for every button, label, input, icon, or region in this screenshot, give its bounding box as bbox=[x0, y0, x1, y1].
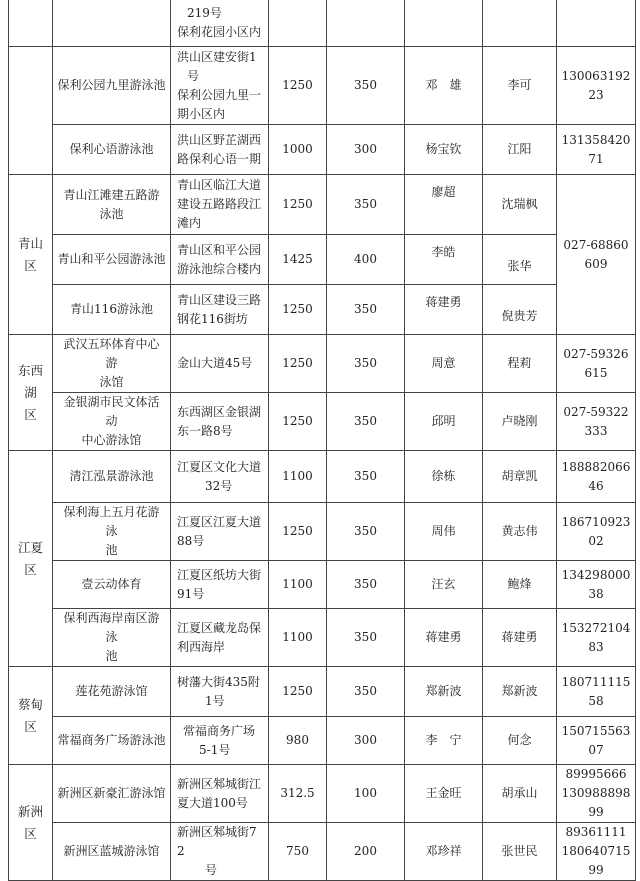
price-cell: 1250 bbox=[269, 393, 327, 451]
table-row bbox=[9, 335, 636, 393]
address-cell bbox=[171, 717, 269, 765]
district-cell bbox=[9, 47, 53, 175]
contact-cell bbox=[405, 0, 483, 47]
price-cell: 1250 bbox=[269, 47, 327, 125]
address-line: 滩内 bbox=[177, 216, 202, 230]
district-label: 东西湖 bbox=[17, 362, 43, 400]
contact-cell: 李可 bbox=[483, 47, 557, 125]
address-cell bbox=[171, 125, 269, 175]
district-cell bbox=[9, 335, 53, 451]
table-row bbox=[9, 285, 636, 335]
address-cell bbox=[171, 503, 269, 561]
address-cell bbox=[171, 561, 269, 609]
table-row bbox=[9, 0, 636, 47]
table-row bbox=[9, 125, 636, 175]
pool-area-cell: 350 bbox=[327, 175, 405, 235]
table-row bbox=[9, 717, 636, 765]
address-line: 新洲区邾城街72 bbox=[177, 825, 257, 858]
district-label: 区 bbox=[24, 406, 37, 422]
contact-cell: 沈瑞枫 bbox=[483, 175, 557, 235]
address-line: 东一路8号 bbox=[177, 423, 233, 438]
venue-name-line: 池 bbox=[105, 649, 118, 663]
venue-name-cell: 清江泓景游泳池 bbox=[53, 451, 171, 503]
contact-cell: 廖超 bbox=[405, 175, 483, 235]
address-line: 江夏区江夏大道 bbox=[177, 514, 262, 529]
price-cell bbox=[269, 0, 327, 47]
table-row bbox=[9, 561, 636, 609]
address-line: 钢花116街坊 bbox=[177, 311, 248, 326]
address-cell bbox=[171, 175, 269, 235]
table-row bbox=[9, 503, 636, 561]
venue-name-cell bbox=[53, 393, 171, 451]
venue-name-line: 保利西海岸南区游泳 bbox=[63, 611, 160, 644]
address-cell bbox=[171, 609, 269, 667]
contact-cell: 黄志伟 bbox=[483, 503, 557, 561]
venue-name-cell: 壹云动体育 bbox=[53, 561, 171, 609]
address-line: 江夏区纸坊大街 bbox=[177, 567, 262, 582]
address-cell bbox=[171, 47, 269, 125]
address-line: 江夏区文化大道 bbox=[177, 459, 262, 474]
contact-cell bbox=[483, 0, 557, 47]
venue-name-line: 金银湖市民文体活动 bbox=[63, 395, 160, 428]
swimming-venue-table bbox=[8, 0, 636, 881]
contact-cell: 郑新波 bbox=[405, 667, 483, 717]
address-line: 青山区建设三路 bbox=[177, 292, 262, 307]
contact-cell: 江阳 bbox=[483, 125, 557, 175]
price-cell: 1100 bbox=[269, 451, 327, 503]
pool-area-cell: 350 bbox=[327, 451, 405, 503]
pool-area-cell: 350 bbox=[327, 335, 405, 393]
contact-cell: 蒋建勇 bbox=[405, 285, 483, 335]
price-cell: 1250 bbox=[269, 503, 327, 561]
phone-line: 18064071599 bbox=[561, 844, 631, 877]
address-line: 保利公园九里一 bbox=[177, 87, 262, 102]
address-line: 青山区和平公园 bbox=[177, 242, 262, 257]
venue-name-cell: 青山江滩建五路游泳池 bbox=[53, 175, 171, 235]
contact-cell: 胡章凯 bbox=[483, 451, 557, 503]
district-cell: 青山区 bbox=[9, 175, 53, 335]
address-line: 江夏区藏龙岛保 bbox=[177, 620, 262, 635]
address-line: 树藩大街435附 bbox=[177, 674, 260, 689]
venue-name-cell: 新洲区新豪汇游泳馆 bbox=[53, 765, 171, 823]
price-cell: 1250 bbox=[269, 335, 327, 393]
address-cell: 金山大道45号 bbox=[171, 335, 269, 393]
pool-area-cell: 100 bbox=[327, 765, 405, 823]
contact-cell: 周意 bbox=[405, 335, 483, 393]
address-line: 1号 bbox=[205, 693, 225, 708]
price-cell: 1250 bbox=[269, 285, 327, 335]
pool-area-cell: 200 bbox=[327, 823, 405, 881]
phone-cell: 027-68860609 bbox=[557, 175, 636, 335]
venue-name-cell: 青山和平公园游泳池 bbox=[53, 235, 171, 285]
pool-area-cell: 300 bbox=[327, 717, 405, 765]
pool-area-cell: 400 bbox=[327, 235, 405, 285]
table-row bbox=[9, 667, 636, 717]
address-line: 常福商务广场 bbox=[183, 723, 256, 738]
pool-area-cell: 350 bbox=[327, 393, 405, 451]
price-cell: 312.5 bbox=[269, 765, 327, 823]
contact-cell: 李 宁 bbox=[405, 717, 483, 765]
district-cell: 新洲区 bbox=[9, 765, 53, 881]
contact-cell: 程莉 bbox=[483, 335, 557, 393]
address-line: 利西海岸 bbox=[177, 639, 226, 654]
contact-cell: 邓 雄 bbox=[405, 47, 483, 125]
address-cell bbox=[171, 285, 269, 335]
contact-cell: 胡承山 bbox=[483, 765, 557, 823]
address-line: 路保利心语一期 bbox=[177, 151, 262, 166]
contact-cell: 郑新波 bbox=[483, 667, 557, 717]
pool-area-cell: 350 bbox=[327, 285, 405, 335]
price-cell: 980 bbox=[269, 717, 327, 765]
address-line: 青山区临江大道 bbox=[177, 178, 262, 192]
address-cell bbox=[171, 823, 269, 881]
address-line: 洪山区建安街1 bbox=[177, 49, 257, 64]
address-line: 洪山区野芷湖西 bbox=[177, 132, 262, 147]
contact-cell: 杨宝钦 bbox=[405, 125, 483, 175]
venue-name-cell bbox=[53, 335, 171, 393]
pool-area-cell: 350 bbox=[327, 609, 405, 667]
contact-cell: 王金旺 bbox=[405, 765, 483, 823]
price-cell: 1425 bbox=[269, 235, 327, 285]
pool-area-cell: 350 bbox=[327, 667, 405, 717]
address-cell bbox=[171, 667, 269, 717]
address-line: 东西湖区金银湖 bbox=[177, 404, 262, 419]
venue-name-cell: 新洲区蓝城游泳馆 bbox=[53, 823, 171, 881]
venue-name-line: 武汉五环体育中心游 bbox=[63, 337, 160, 370]
phone-cell bbox=[557, 823, 636, 881]
contact-cell: 邓珍祥 bbox=[405, 823, 483, 881]
price-cell: 1100 bbox=[269, 561, 327, 609]
venue-name-cell bbox=[53, 609, 171, 667]
address-line: 游泳池综合楼内 bbox=[177, 261, 262, 276]
contact-cell: 蒋建勇 bbox=[405, 609, 483, 667]
address-line: 保利花园小区内 bbox=[177, 24, 262, 39]
table-row bbox=[9, 393, 636, 451]
address-line: 建设五路路段江 bbox=[177, 197, 262, 211]
contact-cell: 何念 bbox=[483, 717, 557, 765]
phone-cell: 13135842071 bbox=[557, 125, 636, 175]
phone-line: 89361111 bbox=[565, 825, 627, 839]
address-line: 夏大道100号 bbox=[177, 795, 248, 810]
table-row bbox=[9, 175, 636, 235]
table-row bbox=[9, 235, 636, 285]
address-line: 219号 bbox=[187, 5, 222, 20]
venue-name-line: 池 bbox=[105, 543, 118, 557]
address-cell bbox=[171, 393, 269, 451]
contact-cell: 李皓 bbox=[405, 235, 483, 285]
phone-cell: 15071556307 bbox=[557, 717, 636, 765]
phone-line: 13098889899 bbox=[561, 786, 631, 819]
address-line: 32号 bbox=[205, 478, 233, 493]
phone-cell: 027-59326615 bbox=[557, 335, 636, 393]
price-cell: 750 bbox=[269, 823, 327, 881]
phone-line: 89995666 bbox=[565, 767, 627, 781]
price-cell: 1250 bbox=[269, 175, 327, 235]
contact-cell: 张世民 bbox=[483, 823, 557, 881]
table-row bbox=[9, 765, 636, 823]
phone-cell: 18671092302 bbox=[557, 503, 636, 561]
district-cell: 蔡甸区 bbox=[9, 667, 53, 765]
contact-cell: 周伟 bbox=[405, 503, 483, 561]
district-cell: 江夏区 bbox=[9, 451, 53, 667]
address-cell bbox=[171, 765, 269, 823]
venue-name-line: 中心游泳馆 bbox=[81, 433, 142, 447]
table-row bbox=[9, 823, 636, 881]
address-line: 新洲区邾城街江 bbox=[177, 776, 262, 791]
venue-name-cell: 保利公园九里游泳池 bbox=[53, 47, 171, 125]
price-cell: 1100 bbox=[269, 609, 327, 667]
venue-name-cell: 青山116游泳池 bbox=[53, 285, 171, 335]
table-row bbox=[9, 47, 636, 125]
price-cell: 1000 bbox=[269, 125, 327, 175]
phone-cell: 13429800038 bbox=[557, 561, 636, 609]
phone-cell: 027-59322333 bbox=[557, 393, 636, 451]
contact-cell: 邱明 bbox=[405, 393, 483, 451]
phone-cell bbox=[557, 0, 636, 47]
address-line: 91号 bbox=[177, 586, 205, 601]
phone-cell: 18071111558 bbox=[557, 667, 636, 717]
pool-area-cell: 300 bbox=[327, 125, 405, 175]
table-row bbox=[9, 451, 636, 503]
venue-name-line: 保利海上五月花游泳 bbox=[63, 505, 160, 538]
contact-cell: 蒋建勇 bbox=[483, 609, 557, 667]
contact-cell: 徐栋 bbox=[405, 451, 483, 503]
venue-name-cell bbox=[53, 0, 171, 47]
contact-cell: 倪贵芳 bbox=[483, 285, 557, 335]
venue-name-cell bbox=[53, 503, 171, 561]
pool-area-cell: 350 bbox=[327, 47, 405, 125]
venue-name-cell: 常福商务广场游泳池 bbox=[53, 717, 171, 765]
phone-cell: 13006319223 bbox=[557, 47, 636, 125]
address-line: 88号 bbox=[177, 533, 205, 548]
venue-name-cell: 莲花苑游泳馆 bbox=[53, 667, 171, 717]
pool-area-cell: 350 bbox=[327, 561, 405, 609]
price-cell: 1250 bbox=[269, 667, 327, 717]
address-cell bbox=[171, 0, 269, 47]
address-cell bbox=[171, 235, 269, 285]
district-cell bbox=[9, 0, 53, 47]
phone-cell: 18888206646 bbox=[557, 451, 636, 503]
address-line: 期小区内 bbox=[177, 106, 226, 121]
contact-cell: 汪玄 bbox=[405, 561, 483, 609]
phone-cell bbox=[557, 765, 636, 823]
address-line: 号 bbox=[205, 863, 218, 877]
pool-area-cell: 350 bbox=[327, 503, 405, 561]
contact-cell: 鲍烽 bbox=[483, 561, 557, 609]
contact-cell: 卢晓刚 bbox=[483, 393, 557, 451]
phone-cell: 15327210483 bbox=[557, 609, 636, 667]
address-cell bbox=[171, 451, 269, 503]
venue-name-cell: 保利心语游泳池 bbox=[53, 125, 171, 175]
address-line: 5-1号 bbox=[199, 742, 231, 757]
pool-area-cell bbox=[327, 0, 405, 47]
venue-name-line: 泳馆 bbox=[99, 375, 124, 389]
address-line: 号 bbox=[187, 68, 200, 83]
table-row bbox=[9, 609, 636, 667]
contact-cell: 张华 bbox=[483, 235, 557, 285]
